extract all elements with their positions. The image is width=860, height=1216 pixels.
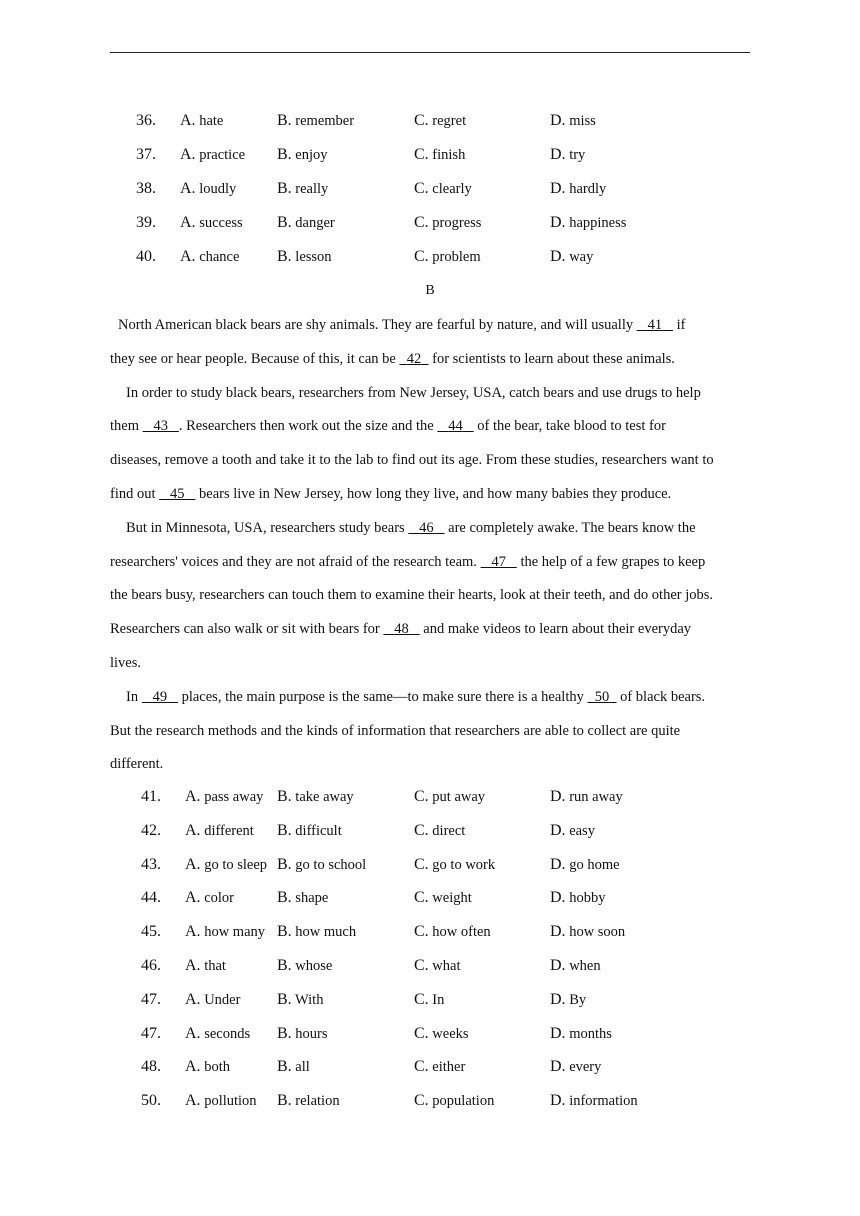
option-a: A. seconds [185,1024,251,1042]
option-d: D. easy [550,821,595,839]
option-a: A. go to sleep [185,855,268,873]
question-row [0,146,860,170]
option-a: A. hate [180,112,224,129]
question-number: 40. [136,248,156,265]
option-d: D. way [550,248,594,265]
option-b: B. all [277,1058,310,1076]
option-c: C. how often [414,923,491,941]
question-number: 39. [136,214,156,231]
option-d: D. miss [550,112,596,129]
option-d: D. hobby [550,889,606,907]
option-d: D. how soon [550,923,626,941]
passage-line: diseases, remove a tooth and take it to the lab to find out its age. From these studies, researchers want to [110,452,714,469]
option-c: C. progress [414,214,482,231]
option-d: D. By [550,990,587,1008]
option-b: B. how much [277,923,357,941]
passage-line: Researchers can also walk or sit with bears for 48 and make videos to learn about their everyday [110,618,760,652]
passage-line: different. [110,756,164,773]
question-number: 36. [136,112,156,129]
question-row [0,957,860,981]
section-title: B [425,283,435,298]
question-row [0,991,860,1015]
option-a: A. success [180,214,243,231]
option-c: C. regret [414,112,467,129]
question-number: 42. [141,821,161,839]
option-c: C. weight [414,889,472,907]
passage-line: find out 45 bears live in New Jersey, how long they live, and how many babies they produce. [110,483,760,517]
blank-42: 42 [406,350,422,367]
option-b: B. relation [277,1092,340,1110]
option-c: C. either [414,1058,466,1076]
passage-line: In order to study black bears, researchers from New Jersey, USA, catch bears and use drugs to help [126,384,701,401]
passage-line: North American black bears are shy animals. They are fearful by nature, and will usually 41 if [110,314,760,348]
question-row [0,889,860,913]
option-b: B. remember [277,112,355,129]
option-c: C. put away [414,788,486,805]
option-c: C. finish [414,146,466,163]
option-b: B. take away [277,788,354,805]
question-row [0,1025,860,1049]
option-b: B. difficult [277,821,342,839]
option-d: D. go home [550,855,620,873]
question-number: 43. [141,855,161,873]
option-c: C. population [414,1092,495,1110]
question-row [0,1058,860,1082]
passage-line: lives. [110,654,142,671]
option-b: B. really [277,180,329,197]
option-c: C. problem [414,248,481,265]
option-a: A. how many [185,923,265,941]
option-c: C. what [414,957,461,974]
option-c: C. direct [414,821,466,839]
blank-44: 44 [448,418,463,435]
option-a: A. different [185,821,254,839]
question-row [0,856,860,880]
option-d: D. when [550,957,601,974]
passage-line: But in Minnesota, USA, researchers study bears 46 are completely awake. The bears know the [110,517,760,551]
passage-line: In 49 places, the main purpose is the same—to make sure there is a healthy 50 of black bears. [110,686,760,720]
option-c: C. clearly [414,180,472,197]
option-b: B. danger [277,214,335,231]
question-row [0,788,860,812]
passage-line: they see or hear people. Because of this, it can be 42 for scientists to learn about these animals. [110,348,760,382]
option-a: A. practice [180,146,246,163]
question-number: 37. [136,146,156,163]
question-row [0,1092,860,1116]
blank-43: 43 [153,418,168,435]
passage-line: the bears busy, researchers can touch them to examine their hearts, look at their teeth, and do other jobs. [110,587,714,604]
question-row [0,112,860,136]
option-d: D. hardly [550,180,607,197]
question-number: 45. [141,923,161,941]
question-number: 41. [141,788,161,805]
passage-line: But the research methods and the kinds of information that researchers are able to collect are quite [110,722,681,739]
header-rule [110,52,750,53]
blank-46: 46 [419,519,434,536]
option-c: C. go to work [414,855,496,873]
option-c: C. weeks [414,1024,469,1042]
option-a: A. both [185,1058,230,1076]
option-b: B. enjoy [277,146,328,163]
option-a: A. pollution [185,1092,257,1110]
option-d: D. information [550,1092,638,1110]
option-b: B. hours [277,1024,328,1042]
option-b: B. go to school [277,855,367,873]
blank-45: 45 [170,485,185,502]
question-number: 50. [141,1092,161,1110]
option-d: D. months [550,1024,612,1042]
passage-line: them 43 . Researchers then work out the size and the 44 of the bear, take blood to test for [110,415,760,449]
option-d: D. happiness [550,214,627,231]
question-row [0,248,860,272]
option-b: B. lesson [277,248,332,265]
question-row [0,214,860,238]
question-number: 47. [141,990,161,1008]
option-a: A. Under [185,990,241,1008]
passage [110,314,760,787]
option-a: A. loudly [180,180,237,197]
option-a: A. chance [180,248,240,265]
option-c: C. In [414,990,445,1008]
option-a: A. color [185,889,234,907]
question-number: 38. [136,180,156,197]
blank-50: 50 [594,688,610,705]
question-number: 46. [141,957,161,974]
question-row [0,180,860,204]
blank-41: 41 [647,317,663,333]
option-b: B. whose [277,957,333,974]
option-d: D. every [550,1058,602,1076]
option-b: B. With [277,990,324,1008]
option-a: A. pass away [185,788,264,805]
option-d: D. run away [550,788,623,805]
passage-line: researchers' voices and they are not afraid of the research team. 47 the help of a few grapes to keep [110,551,760,585]
option-a: A. that [185,957,226,974]
blank-47: 47 [491,553,506,570]
blank-49: 49 [152,688,168,705]
blank-48: 48 [394,621,409,638]
question-row [0,822,860,846]
question-row [0,923,860,947]
option-b: B. shape [277,889,329,907]
option-d: D. try [550,146,586,163]
question-number: 44. [141,889,161,907]
question-number: 48. [141,1058,161,1076]
question-number: 47. [141,1024,161,1042]
